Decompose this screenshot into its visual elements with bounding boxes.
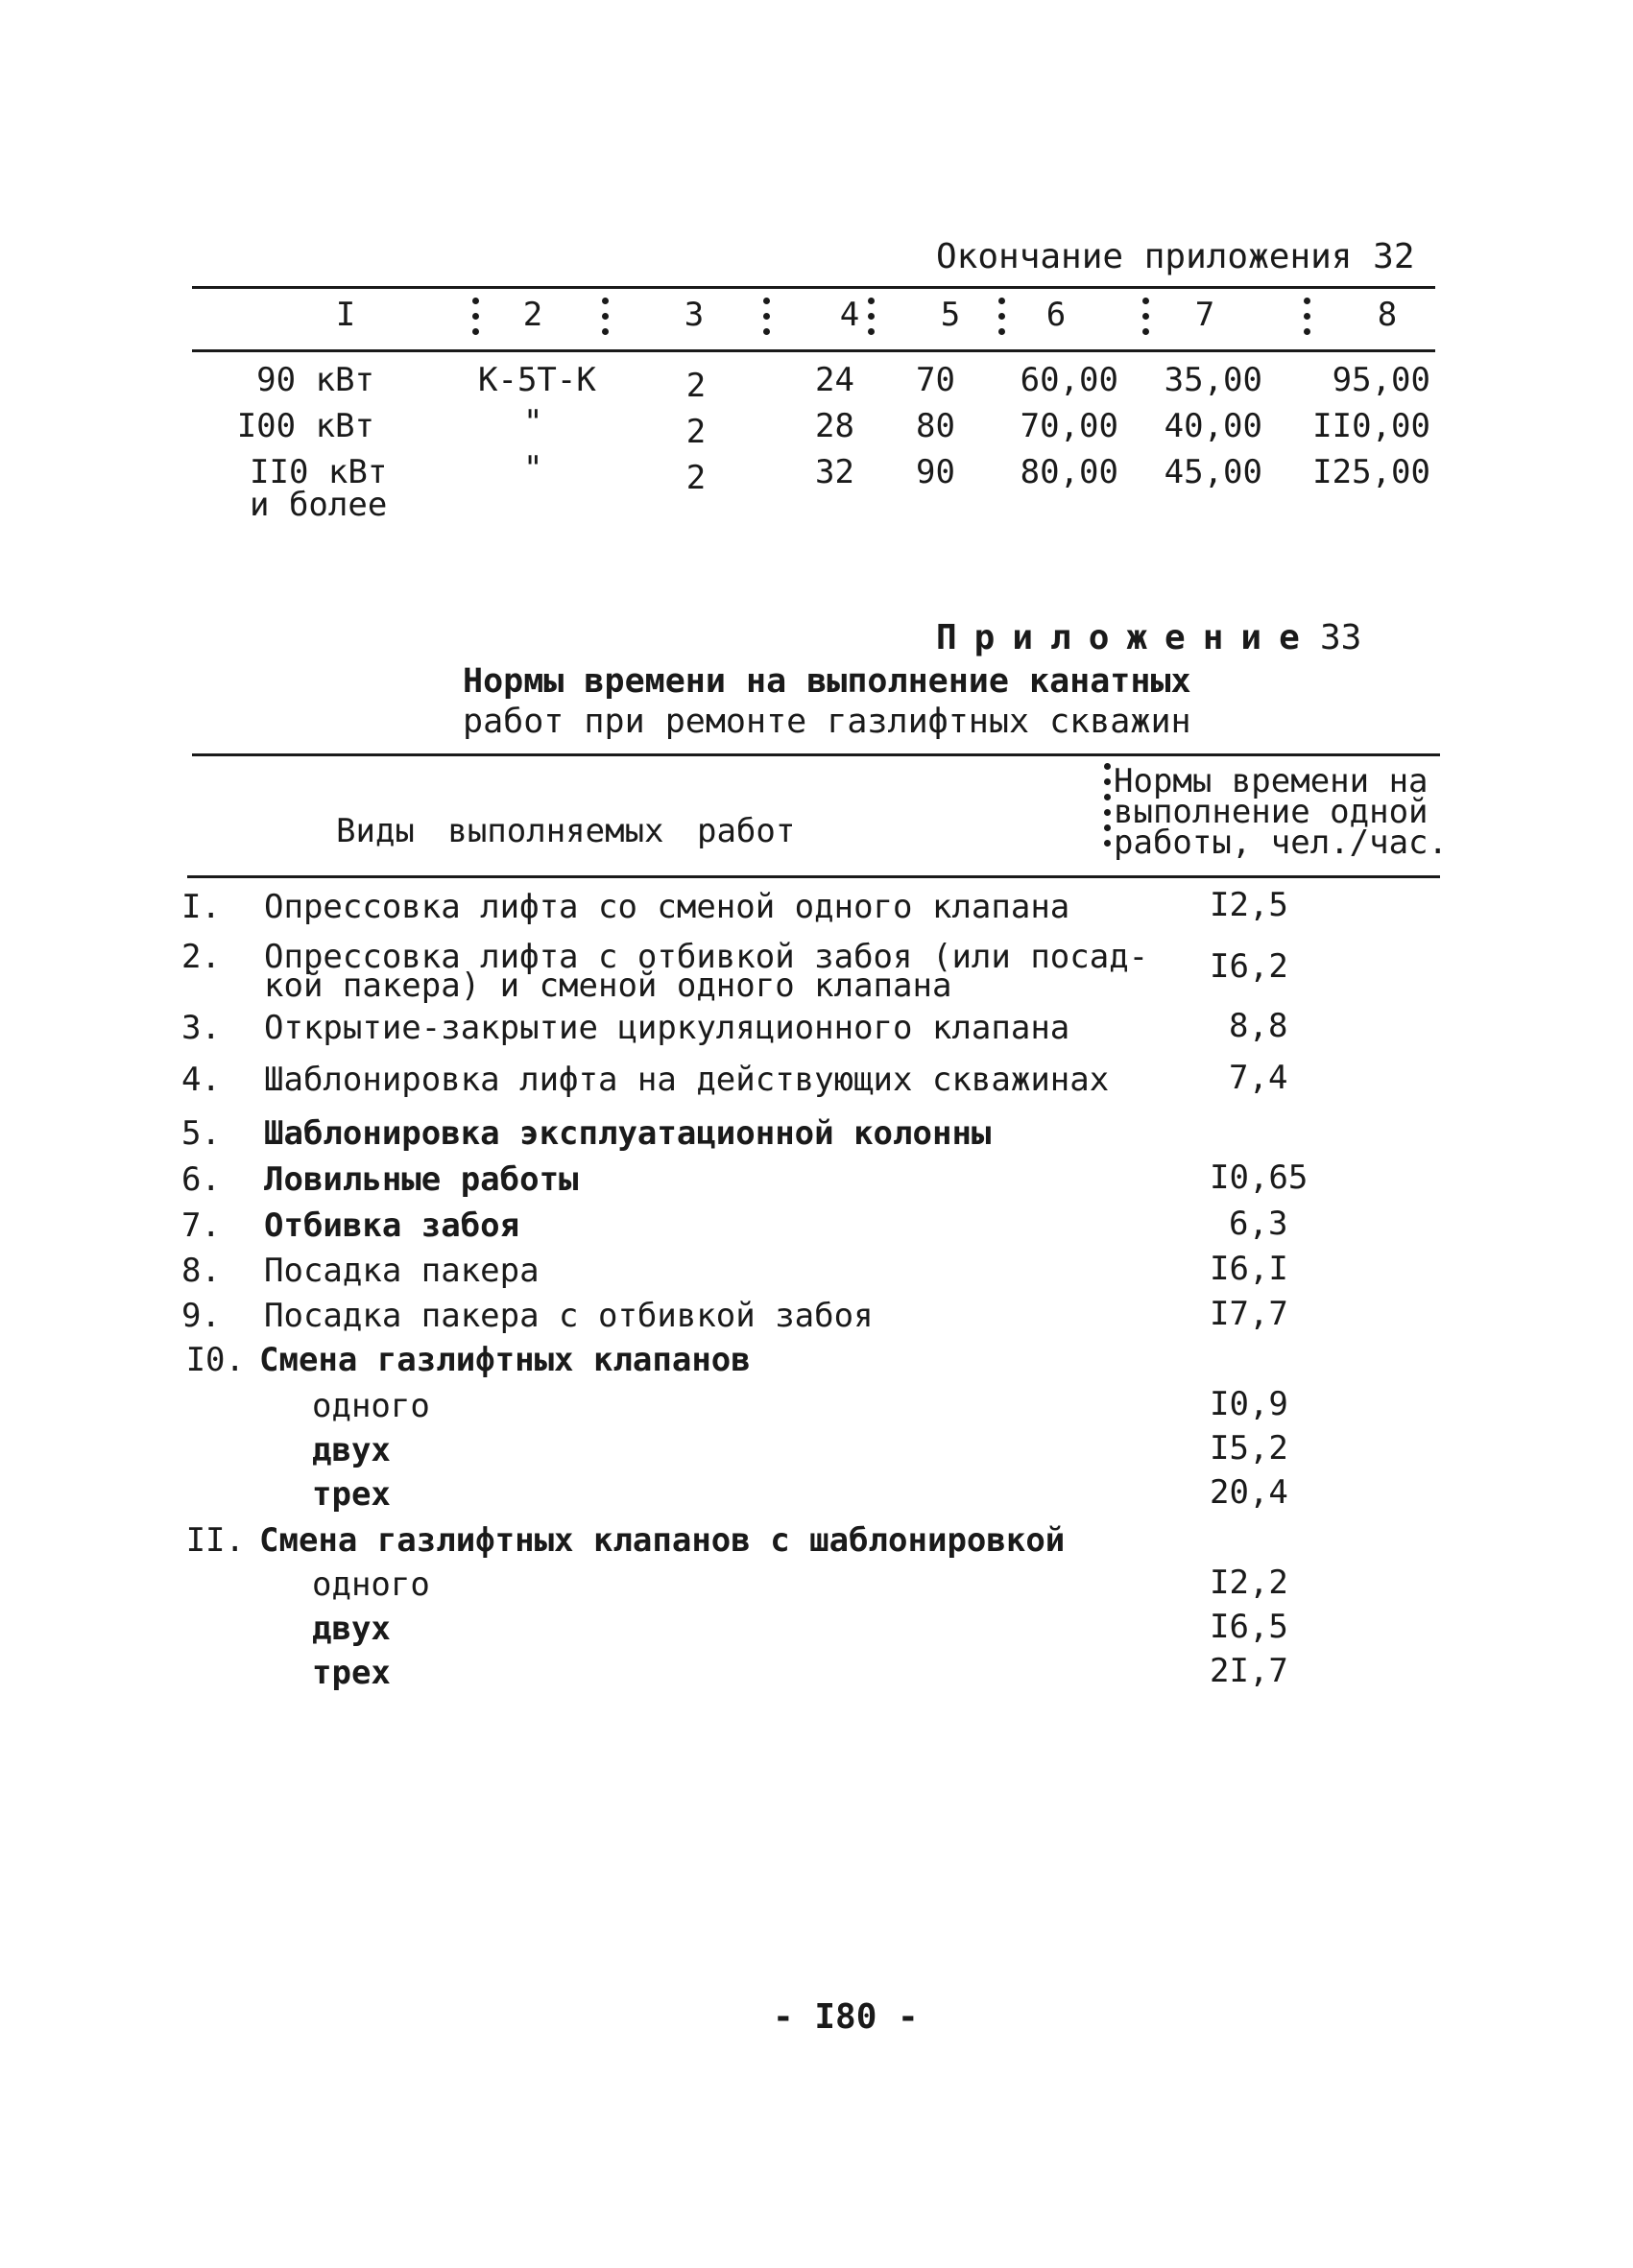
row-text: Посадка пакера с отбивкой забоя [264,1297,874,1335]
cell-type: " [523,449,543,488]
cell-col5: 70 [916,361,955,399]
row-number: II. [185,1521,245,1560]
header-norm-line1: Нормы времени на [1114,762,1429,800]
row-text: Отбивка забоя [264,1206,520,1245]
row-value: 20,4 [1210,1473,1288,1512]
row-number: 5. [181,1114,221,1153]
top-table-rule-top [192,286,1435,289]
header-work-types: Виды выполняемых работ [336,812,796,850]
row-number: 8. [181,1252,221,1290]
cell-col4: 28 [815,407,854,445]
top-table-rule-header [192,349,1435,352]
row-value: I0,65 [1210,1158,1309,1197]
cell-col6: 70,00 [1020,407,1118,445]
cell-power: I00 кВт [236,407,374,445]
row-value: I6,I [1210,1250,1288,1288]
column-separator [1304,298,1309,344]
col-header-6: 6 [1045,296,1067,334]
cell-type: " [523,403,543,442]
row-value: 6,3 [1229,1205,1288,1243]
row-text: Смена газлифтных клапанов [259,1341,751,1379]
cell-power: II0 кВт [250,453,388,491]
row-text-cont: кой пакера) и сменой одного клапана [264,967,952,1005]
cell-col4: 24 [815,361,854,399]
cell-power: 90 кВт [256,361,374,399]
col-header-2: 2 [522,296,543,334]
column-separator [868,298,874,344]
cell-col3: 2 [685,459,707,497]
row-number: 4. [181,1061,221,1099]
cell-type: К-5Т-К [478,361,596,399]
row-text: Открытие-закрытие циркуляционного клапана [264,1009,1070,1047]
cell-col7: 40,00 [1164,407,1262,445]
row-text: одного [312,1565,430,1604]
cell-col6: 80,00 [1020,453,1118,491]
appendix-title-line2: работ при ремонте газлифтных скважин [463,703,1191,741]
row-value: 8,8 [1229,1007,1288,1045]
row-number: I0. [185,1341,245,1379]
column-separator [763,298,769,344]
norms-table-rule-top [192,753,1440,756]
row-number: I. [181,888,221,926]
cell-col8: 95,00 [1332,361,1430,399]
column-separator [998,298,1004,344]
col-header-3: 3 [684,296,705,334]
row-value: I5,2 [1210,1429,1288,1468]
col-header-5: 5 [940,296,961,334]
row-text: Ловильные работы [264,1160,579,1199]
row-text: Шаблонировка эксплуатационной колонны [264,1114,992,1153]
col-header-4: 4 [839,296,860,334]
column-separator [602,298,608,344]
row-value: I0,9 [1210,1385,1288,1423]
header-norm-line3: работы, чел./час. [1114,824,1448,862]
row-value: I6,2 [1210,947,1288,986]
row-number: 2. [181,938,221,976]
row-text: Смена газлифтных клапанов с шаблонировкой [259,1521,1066,1560]
norms-table-rule-header [187,875,1440,878]
column-separator [1142,298,1148,344]
row-text: трех [312,1654,391,1692]
column-separator [472,298,478,344]
row-text: трех [312,1475,391,1514]
cell-col5: 80 [916,407,955,445]
row-value: 7,4 [1229,1059,1288,1097]
row-text: двух [312,1610,391,1648]
row-text: Шаблонировка лифта на действующих скважинах [264,1061,1110,1099]
row-value: I2,2 [1210,1564,1288,1602]
cell-col7: 45,00 [1164,453,1262,491]
appendix-label: Приложение [936,618,1317,657]
col-header-7: 7 [1194,296,1215,334]
header-separator [1104,763,1110,855]
appendix-title-line1: Нормы времени на выполнение канатных [463,662,1191,701]
cell-col6: 60,00 [1020,361,1118,399]
cell-power-suffix: и более [250,486,388,524]
page-number: - I80 - [773,1997,919,2037]
row-value: I2,5 [1210,886,1288,924]
row-text: Посадка пакера [264,1252,540,1290]
cell-col5: 90 [916,453,955,491]
header-norm-line2: выполнение одной [1114,793,1429,831]
cell-col3: 2 [685,413,707,451]
appendix-number: 33 [1320,618,1362,657]
top-caption: Окончание приложения 32 [936,237,1415,276]
cell-col7: 35,00 [1164,361,1262,399]
row-value: I7,7 [1210,1295,1288,1333]
row-number: 6. [181,1160,221,1199]
cell-col8: I25,00 [1312,453,1430,491]
row-value: I6,5 [1210,1608,1288,1646]
row-text: двух [312,1431,391,1469]
row-value: 2I,7 [1210,1652,1288,1690]
row-number: 7. [181,1206,221,1245]
cell-col3: 2 [685,367,707,405]
row-text: Опрессовка лифта со сменой одного клапана [264,888,1070,926]
col-header-1: I [335,296,356,334]
row-number: 9. [181,1297,221,1335]
row-text: одного [312,1387,430,1425]
col-header-8: 8 [1377,296,1398,334]
cell-col8: II0,00 [1312,407,1430,445]
row-text: Опрессовка лифта с отбивкой забоя (или посад- [264,938,1149,976]
cell-col4: 32 [815,453,854,491]
row-number: 3. [181,1009,221,1047]
